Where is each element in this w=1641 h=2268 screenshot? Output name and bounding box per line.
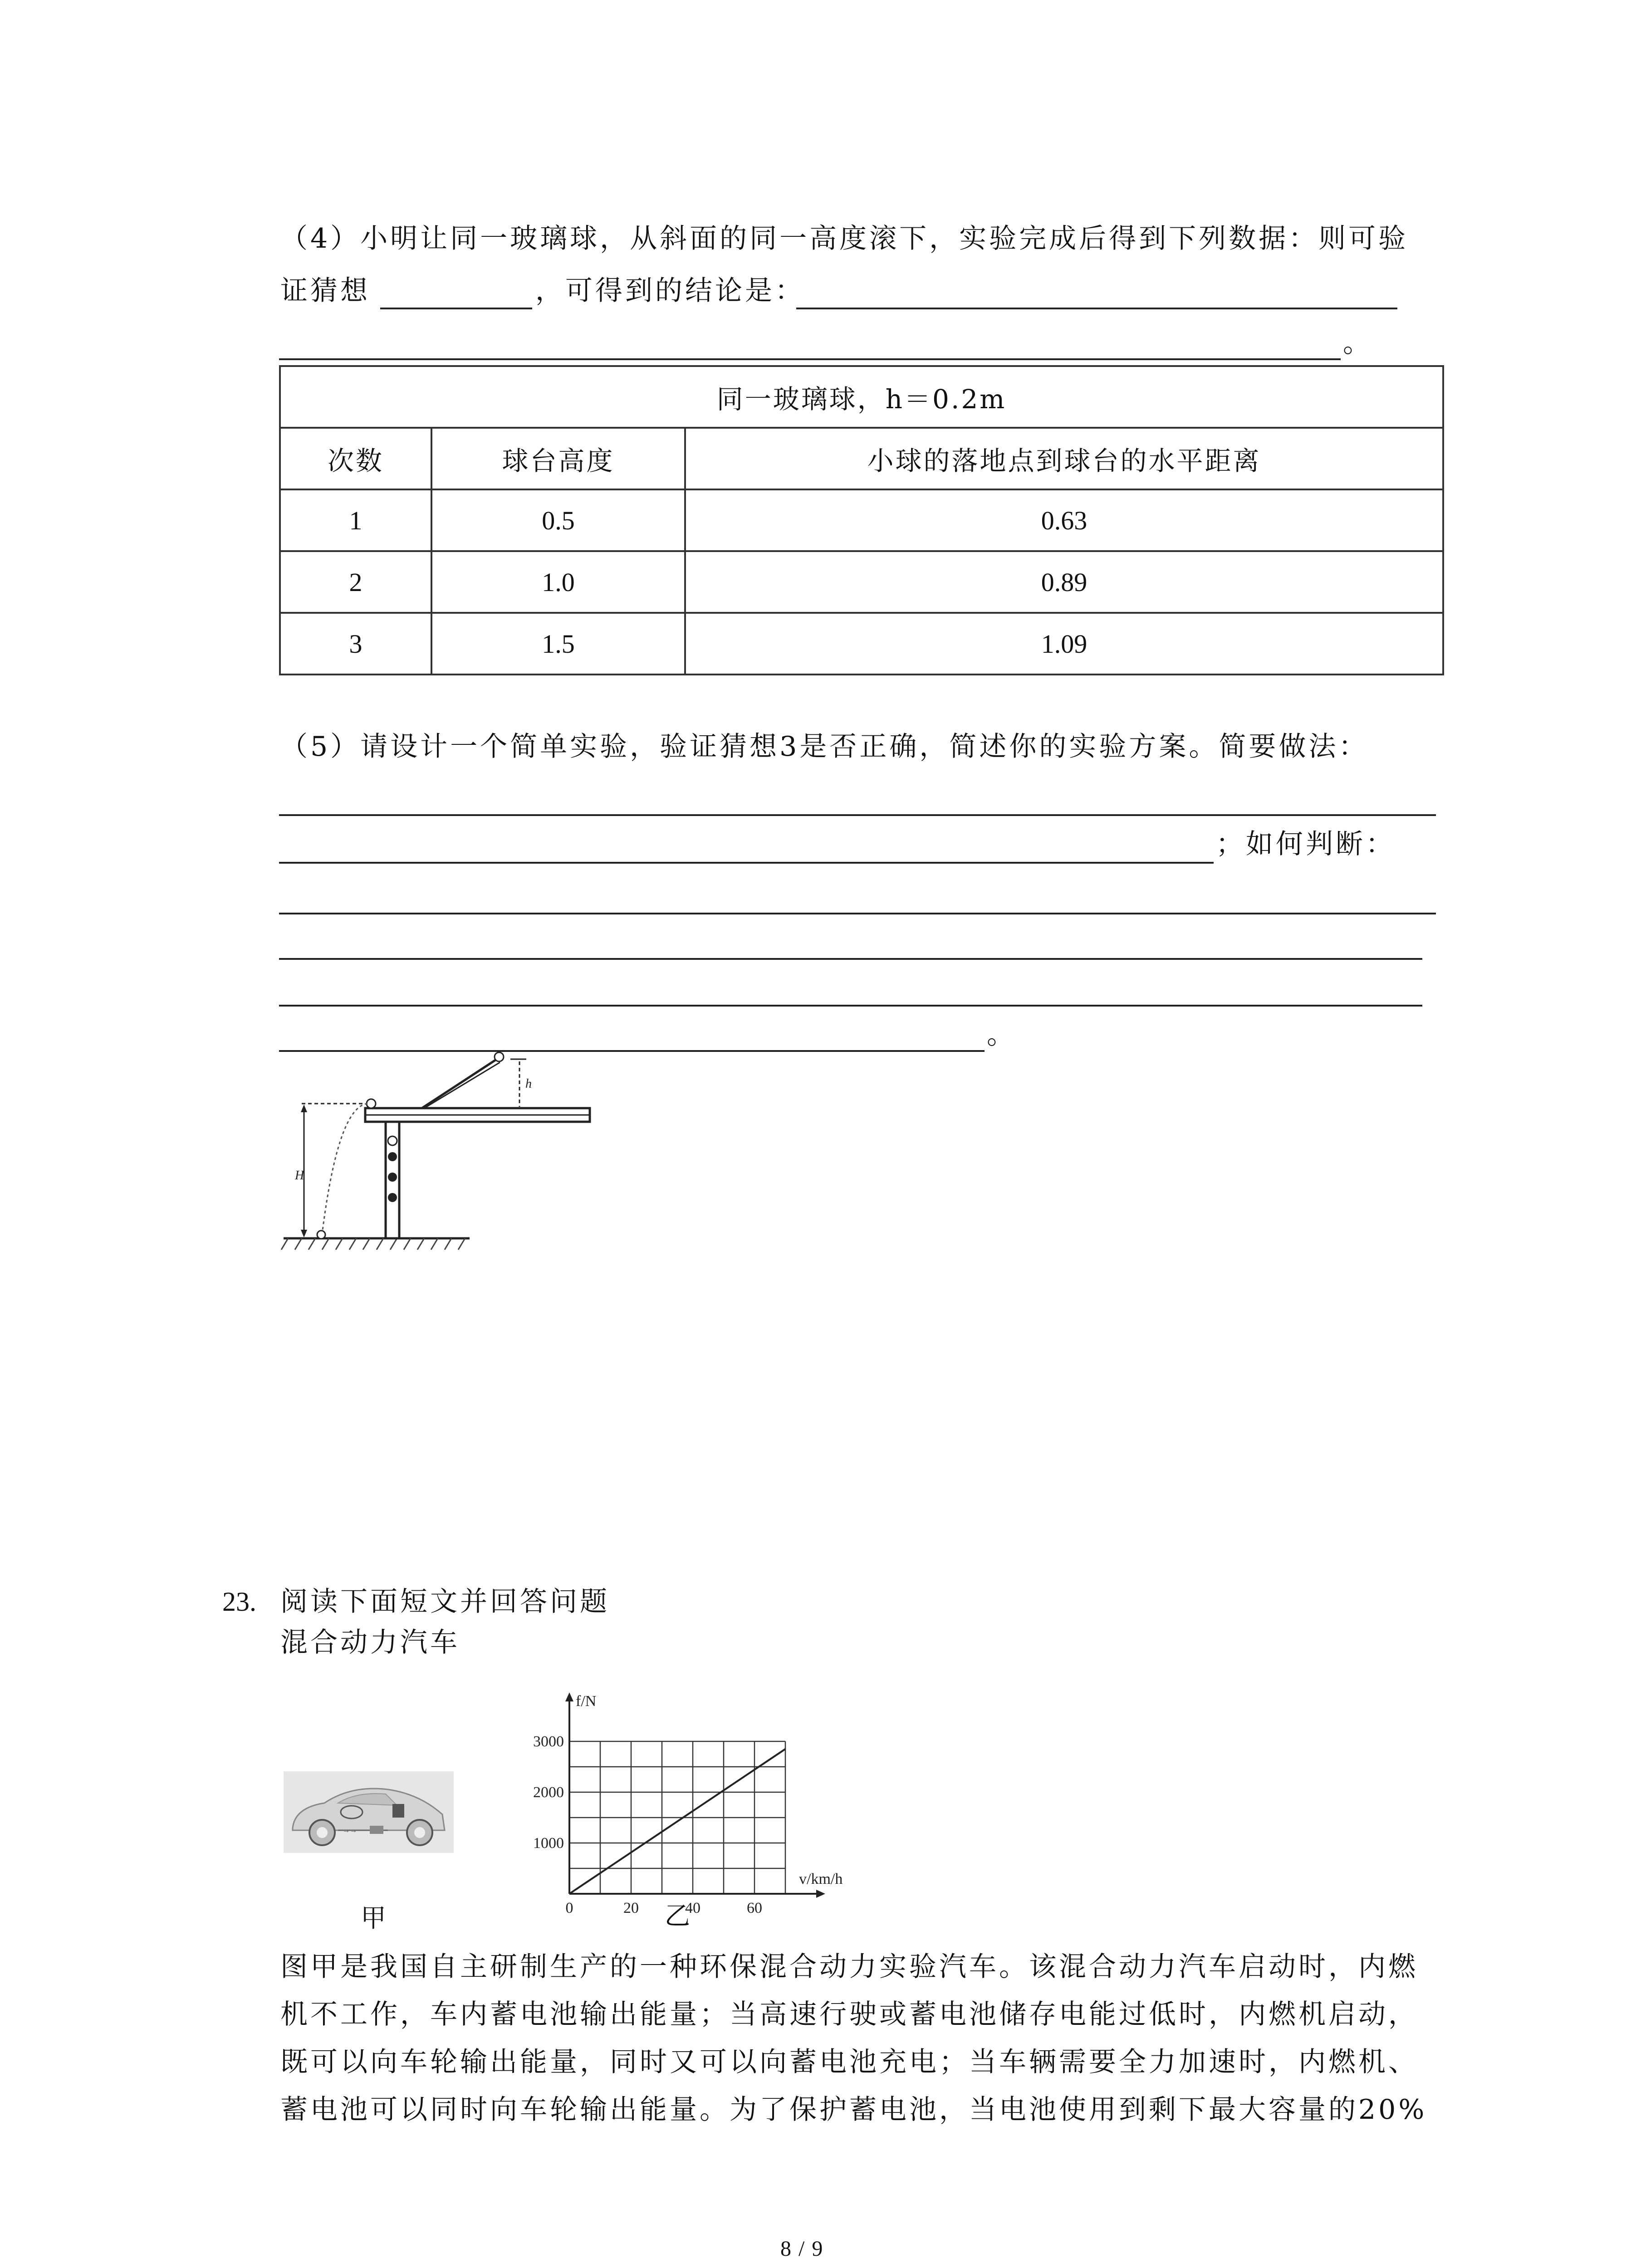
q5-line1: （5）请设计一个简单实验，验证猜想3是否正确，简述你的实验方案。简要做法： [280,731,1369,763]
label-h: h [525,1077,532,1091]
q5-end-mark: 。 [987,1019,1017,1051]
table-cell: 0.5 [431,489,685,551]
q5-judge-blank-1[interactable] [279,913,1436,914]
table-header-distance: 小球的落地点到球台的水平距离 [685,428,1443,489]
table-row [280,613,1443,675]
caption-jia: 甲 [361,1904,386,1933]
y-tick-label: 3000 [533,1733,564,1750]
y-tick-label: 1000 [533,1835,564,1852]
incline-apparatus-figure [274,1043,592,1256]
table-cell: 2 [280,551,431,613]
svg-text:→→: →→ [343,1827,357,1834]
y-axis-arrow [565,1692,573,1701]
q23-title: 阅读下面短文并回答问题 [280,1586,610,1618]
q5-judge-blank-2[interactable] [279,958,1422,960]
q23-para-line-4: 蓄电池可以同时向车轮输出能量。为了保护蓄电池，当电池使用到剩下最大容量的20% [280,2094,1427,2126]
table-cell: 1.09 [685,613,1443,675]
x-tick-label: 20 [623,1900,639,1916]
q5-judge-label: ；如何判断： [1216,828,1396,860]
q23-subtitle: 混合动力汽车 [280,1627,460,1658]
table-header-row [280,428,1443,489]
q5-method-blank-1[interactable] [279,814,1436,816]
q4-end-mark: 。 [1343,327,1373,359]
q4-line2-prefix: 证猜想 [280,275,370,307]
x-tick-label: 60 [747,1900,762,1916]
y-axis-label: f/N [576,1693,597,1710]
label-H: H [295,1168,304,1183]
q23-para-line-1: 图甲是我国自主研制生产的一种环保混合动力实验汽车。该混合动力汽车启动时，内燃 [280,1951,1418,1983]
caption-yi: 乙 [665,1901,690,1931]
q4-conclusion-blank-2[interactable] [279,358,1341,360]
table-cell: 1.0 [431,551,685,613]
series-line [569,1749,785,1894]
data-table [279,365,1444,675]
q5-method-blank-2[interactable] [279,862,1214,864]
table-row [280,551,1443,613]
table-cell: 0.63 [685,489,1443,551]
y-tick-label: 2000 [533,1784,564,1801]
q23-number: 23. [222,1587,256,1617]
q4-line2-mid: ，可得到的结论是： [535,275,805,307]
table-cell: 3 [280,613,431,675]
x-tick-label: 40 [685,1900,700,1916]
table-title: 同一玻璃球，h＝0.2m [280,366,1443,428]
table-header-trial: 次数 [280,428,431,489]
q4-line1: （4）小明让同一玻璃球，从斜面的同一高度滚下，实验完成后得到下列数据：则可验 [280,223,1409,254]
table-header-height: 球台高度 [431,428,685,489]
table-cell: 0.89 [685,551,1443,613]
x-axis-label: v/km/h [799,1871,843,1887]
x-tick-label: 0 [565,1900,573,1916]
q23-para-line-3: 既可以向车轮输出能量，同时又可以向蓄电池充电；当车辆需要全力加速时，内燃机、 [280,2046,1418,2078]
hybrid-car-figure [284,1771,454,1853]
q5-judge-blank-3[interactable] [279,1005,1422,1007]
q4-guess-blank[interactable] [380,308,532,309]
q23-para-line-2: 机不工作，车内蓄电池输出能量；当高速行驶或蓄电池储存电能过低时，内燃机启动， [280,1999,1418,2030]
table-cell: 1 [280,489,431,551]
page-number: 8 / 9 [780,2237,824,2261]
table-row [280,489,1443,551]
q4-conclusion-blank-1[interactable] [796,308,1397,309]
table-cell: 1.5 [431,613,685,675]
x-axis-arrow [816,1890,825,1898]
